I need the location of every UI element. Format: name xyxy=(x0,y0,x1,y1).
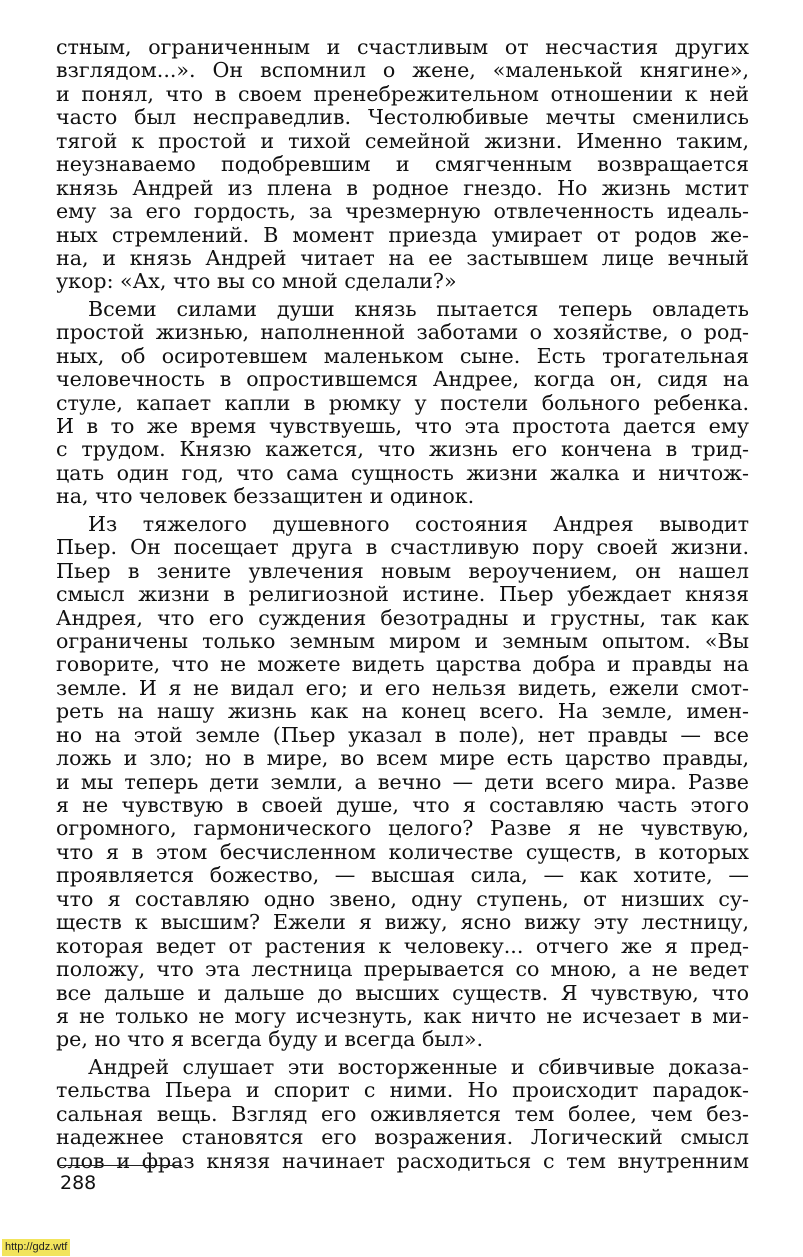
text-line: неузнаваемо подобревшим и смягченным возвращается xyxy=(56,152,749,177)
text-line: взглядом...». Он вспомнил о жене, «маленькой княгине», xyxy=(56,58,749,83)
text-line: которая ведет от растения к человеку... отчего же я пред- xyxy=(56,933,749,958)
text-line: Пьер в зените увлечения новым вероучением, он нашел xyxy=(56,558,749,583)
text-line: тельства Пьера и спорит с ними. Но происходит парадок- xyxy=(56,1078,749,1103)
text-line: я не только не могу исчезнуть, как ничто не исчезает в ми- xyxy=(56,1003,749,1028)
text-line: Из тяжелого душевного состояния Андрея выводит xyxy=(88,511,749,536)
text-line: слов и фраз князя начинает расходиться с тем внутренним xyxy=(56,1148,749,1173)
text-line: стуле, капает капли в рюмку у постели больного ребенка. xyxy=(56,390,749,415)
text-line: на, что человек беззащитен и одинок. xyxy=(56,484,475,509)
text-line: говорите, что не можете видеть царства добра и правды на xyxy=(56,652,749,677)
text-line: сальная вещь. Взгляд его оживляется тем более, чем без- xyxy=(56,1101,749,1126)
text-line: князь Андрей из плена в родное гнездо. Но жизнь мстит xyxy=(56,175,749,200)
text-line: укор: «Ах, что вы со мной сделали?» xyxy=(56,269,457,294)
text-line: смысл жизни в религиозной истине. Пьер убеждает князя xyxy=(56,582,749,607)
text-line: Пьер. Он посещает друга в счастливую пору своей жизни. xyxy=(56,535,749,560)
body-text xyxy=(56,36,749,1173)
watermark-link[interactable]: http://gdz.wtf xyxy=(2,1239,70,1256)
footnote-rule xyxy=(60,1165,182,1166)
text-line: но на этой земле (Пьер указал в поле), нет правды — все xyxy=(56,722,749,747)
text-line: что я в этом бесчисленном количестве существ, в которых xyxy=(56,839,749,864)
text-line: земле. И я не видал его; и его нельзя видеть, ежели смот- xyxy=(56,675,749,700)
text-line: реть на нашу жизнь как на конец всего. На земле, имен- xyxy=(56,699,749,724)
text-line: тягой к простой и тихой семейной жизни. Именно таким, xyxy=(56,128,749,153)
text-line: и мы теперь дети земли, а вечно — дети всего мира. Разве xyxy=(56,769,749,794)
page-number: 288 xyxy=(60,1172,97,1194)
text-line: на, и князь Андрей читает на ее застывшем лице вечный xyxy=(56,245,749,270)
text-line: и понял, что в своем пренебрежительном отношении к ней xyxy=(56,81,749,106)
text-line: Андрей слушает эти восторженные и сбивчивые доказа- xyxy=(88,1054,749,1079)
text-line: ему за его гордость, за чрезмерную отвлеченность идеаль- xyxy=(56,199,749,224)
text-line: Андрея, что его суждения безотрадны и грустны, так как xyxy=(56,605,749,630)
text-line: с трудом. Князю кажется, что жизнь его кончена в трид- xyxy=(56,437,749,462)
text-line: все дальше и дальше до высших существ. Я чувствую, что xyxy=(56,980,749,1005)
text-line: что я составляю одно звено, одну ступень, от низших су- xyxy=(56,886,749,911)
text-line: положу, что эта лестница прерывается со мною, а не ведет xyxy=(56,957,749,982)
text-line: ществ к высшим? Ежели я вижу, ясно вижу эту лестницу, xyxy=(56,910,749,935)
text-line: стным, ограниченным и счастливым от несчастия других xyxy=(56,35,749,59)
text-line: я не чувствую в своей душе, что я составляю часть этого xyxy=(56,793,749,817)
text-line: простой жизнью, наполненной заботами о хозяйстве, о род- xyxy=(56,320,749,345)
text-line: Всеми силами души князь пытается теперь овладеть xyxy=(88,296,749,321)
text-line: надежнее становятся его возражения. Логический смысл xyxy=(56,1125,749,1150)
text-line: ных стремлений. В момент приезда умирает от родов же- xyxy=(56,222,749,247)
text-line: проявляется божество, — высшая сила, — как хотите, — xyxy=(56,863,749,888)
text-line: ограничены только земным миром и земным опытом. «Вы xyxy=(56,628,749,653)
text-line: ре, но что я всегда буду и всегда был». xyxy=(56,1027,483,1052)
text-line: ных, об осиротевшем маленьком сыне. Есть трогательная xyxy=(56,343,749,368)
text-line: огромного, гармонического целого? Разве я не чувствую, xyxy=(56,816,749,841)
text-line: И в то же время чувствуешь, что эта простота дается ему xyxy=(56,414,749,438)
text-line: человечность в опростившемся Андрее, когда он, сидя на xyxy=(56,367,749,392)
text-line: цать один год, что сама сущность жизни жалка и ничтож- xyxy=(56,460,749,485)
text-line: ложь и зло; но в мире, во всем мире есть царство правды, xyxy=(56,746,749,771)
text-line: часто был несправедлив. Честолюбивые мечты сменились xyxy=(56,105,749,130)
